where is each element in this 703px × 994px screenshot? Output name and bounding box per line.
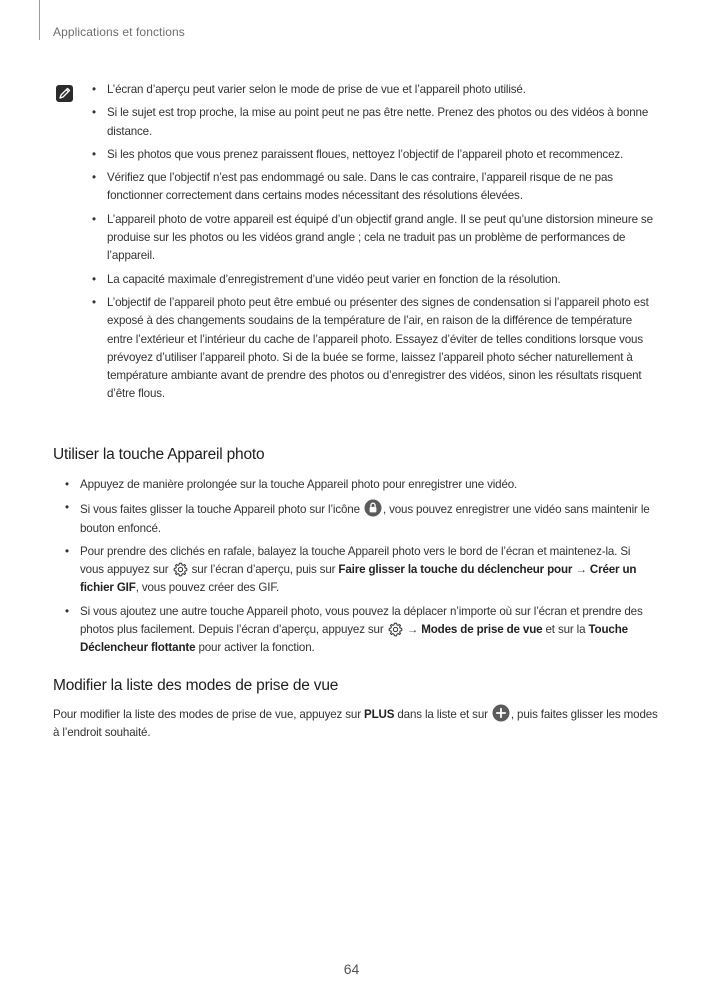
item-text: sur l’écran d’aperçu, puis sur xyxy=(188,563,339,577)
add-circle-icon xyxy=(492,704,510,722)
note-item: • Vérifiez que l’objectif n’est pas endommagé ou sale. Dans le cas contraire, l’appareil risque de ne pas fonctionner correctement dans certains modes nécessitant des résolutions élevées. xyxy=(92,169,660,206)
list-item xyxy=(65,543,655,598)
note-item: • L’écran d’aperçu peut varier selon le mode de prise de vue et l’appareil photo utilisé. xyxy=(92,81,660,99)
camera-button-list xyxy=(65,476,655,663)
header-rule xyxy=(39,0,40,40)
item-text: Appuyez de manière prolongée sur la touche Appareil photo pour enregistrer une vidéo. xyxy=(80,478,518,491)
arrow-separator: → xyxy=(403,623,422,637)
gear-icon xyxy=(388,622,403,637)
note-item: • La capacité maximale d’enregistrement d’une vidéo peut varier en fonction de la résolution. xyxy=(92,271,660,289)
arrow-separator: → xyxy=(572,563,590,577)
note-item: • Si les photos que vous prenez paraissent floues, nettoyez l’objectif de l’appareil photo et recommencez. xyxy=(92,146,660,164)
section-heading-shooting-modes: Modifier la liste des modes de prise de vue xyxy=(53,677,339,694)
more-option-label: PLUS xyxy=(363,708,395,721)
list-item xyxy=(65,603,655,658)
menu-option-floating-shutter: Touche Déclencheur flottante xyxy=(80,623,628,655)
modes-paragraph xyxy=(53,704,658,743)
para-text: Pour modifier la liste des modes de prise de vue, appuyez sur xyxy=(53,708,364,721)
note-item: • L’appareil photo de votre appareil est équipé d’un objectif grand angle. Il se peut qu’une distorsion mineure se produise sur les photos ou les vidéos grand angle ; cela ne traduit pas un problème de performances de l’appareil. xyxy=(92,211,660,266)
section-header: Applications et fonctions xyxy=(53,25,185,39)
list-item xyxy=(65,476,655,494)
item-text: Si vous ajoutez une autre touche Appareil photo, vous pouvez la déplacer n’importe où sur l’écran et prendre des photos plus facilement. Depuis l’écran d’aperçu, appuyez sur xyxy=(80,604,643,637)
menu-path-drag-shutter: Faire glisser la touche du déclencheur pour xyxy=(338,563,573,577)
para-text: , puis faites glisser les modes à l’endroit souhaité. xyxy=(53,708,658,740)
lock-icon xyxy=(364,499,382,517)
item-text: , vous pouvez créer des GIF. xyxy=(135,581,280,595)
section-heading-camera-button: Utiliser la touche Appareil photo xyxy=(53,446,265,463)
note-item: • Si le sujet est trop proche, la mise au point peut ne pas être nette. Prenez des photos ou des vidéos à bonne distance. xyxy=(92,104,660,141)
item-text: et sur la xyxy=(542,623,589,637)
note-list xyxy=(92,81,660,409)
gear-icon xyxy=(173,562,188,577)
menu-option-shooting-modes: Modes de prise de vue xyxy=(421,623,543,637)
note-pencil-icon xyxy=(55,84,74,103)
item-text: Si vous faites glisser la touche Appareil photo sur l’icône xyxy=(80,503,363,517)
item-text: Pour prendre des clichés en rafale, balayez la touche Appareil photo vers le bord de l’écran et maintenez-la. Si vous appuyez sur xyxy=(80,544,631,577)
menu-option-create-gif: Créer un fichier GIF xyxy=(80,563,637,595)
item-text: , vous pouvez enregistrer une vidéo sans maintenir le bouton enfoncé. xyxy=(80,503,650,535)
item-text: pour activer la fonction. xyxy=(195,641,315,655)
page-number: 64 xyxy=(343,961,360,977)
para-text: dans la liste et sur xyxy=(394,708,491,721)
note-item: • L’objectif de l’appareil photo peut être embué ou présenter des signes de condensation si l’appareil photo est exposé à des changements soudains de la température de l’air, en raison de la différence de température entre l’extérieur et l’intérieur du cache de l’appareil photo. Essayez d’éviter de telles conditions lorsque vous prévoyez d’utiliser l’appareil photo. Si de la buée se forme, laissez l’appareil photo sécher naturellement à température ambiante avant de prendre des photos ou d’enregistrer des vidéos, sinon les résultats risquent d’être flous. xyxy=(92,294,660,404)
list-item xyxy=(65,499,655,538)
